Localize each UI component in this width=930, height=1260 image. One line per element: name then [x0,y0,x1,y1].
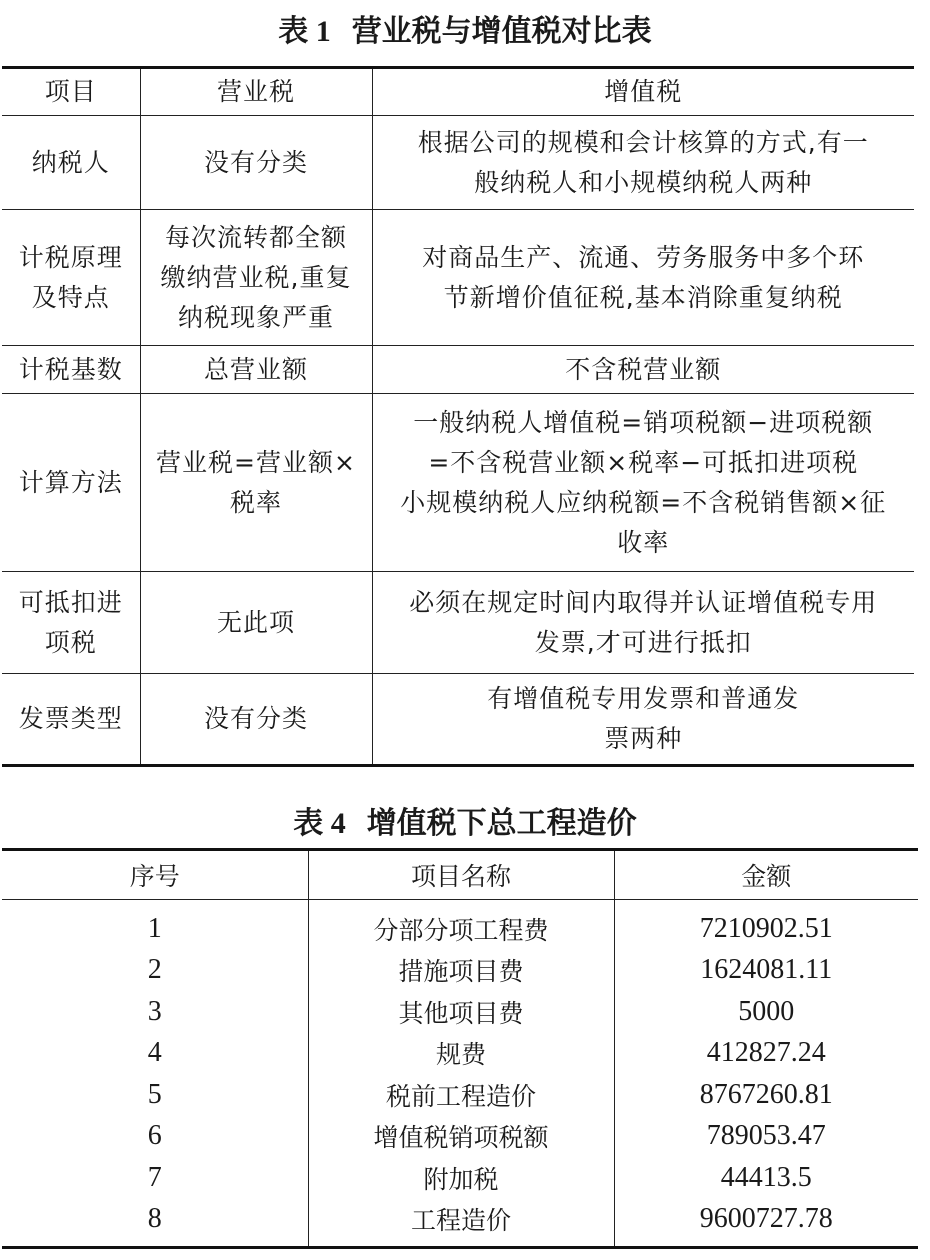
cell-line: 项税 [44,627,97,657]
row-vat [372,116,914,210]
row-name: 税前工程造价 [308,1074,614,1116]
cell-line: 每次流转都全额 [164,222,347,252]
row-amount: 7210902.51 [614,900,918,950]
row-number: 3 [147,995,162,1027]
row-amount: 9600727.78 [614,1199,918,1248]
cell-line: 必须在规定时间内取得并认证增值税专用 [409,587,878,617]
row-item [2,674,140,766]
cell-text: 纳税人 [31,147,110,177]
cell-line: 税率 [229,487,282,517]
row-number: 8 [2,1199,308,1248]
row-business-tax [140,210,372,346]
table1-row [2,346,914,394]
cell-text: 无此项 [216,607,295,637]
cell-line: 缴纳营业税,重复 [160,262,352,292]
table4-caption-label: 表 4 [293,807,346,840]
row-vat [372,674,914,766]
row-name: 附加税 [308,1157,614,1199]
total-cost-table [2,848,918,1249]
cell-line: 有增值税专用发票和普通发 [487,684,800,713]
row-name: 增值税销项税额 [308,1116,614,1158]
row-name: 措施项目费 [308,950,614,992]
row-item [2,572,140,674]
row-amount: 412827.24 [614,1033,918,1075]
table1-header-cell: 项目 [2,68,140,116]
cell-text: 总营业额 [203,354,308,384]
row-number: 5 [147,1078,162,1110]
cell-line: 收率 [617,527,670,557]
cell-line: 票两种 [604,724,683,753]
row-amount: 789053.47 [614,1116,918,1158]
cell-line: 对商品生产、流通、劳务服务中多个环 [422,242,865,272]
row-business-tax [140,674,372,766]
row-amount: 44413.5 [614,1157,918,1199]
row-name: 分部分项工程费 [308,900,614,950]
table4-row [2,991,918,1033]
table1-header-cell: 营业税 [140,68,372,116]
cell-line: 计税原理 [18,242,123,272]
table4-row [2,900,918,950]
cell-line: 一般纳税人增值税=销项税额−进项税额 [413,407,874,437]
row-amount: 8767260.81 [614,1074,918,1116]
row-name: 工程造价 [308,1199,614,1248]
row-amount: 1624081.11 [614,950,918,992]
cell-text: 计税基数 [18,354,123,384]
cell-line: 根据公司的规模和会计核算的方式,有一 [417,127,869,157]
table4-header-cell: 项目名称 [308,850,614,900]
row-business-tax [140,394,372,572]
cell-line: 纳税现象严重 [177,302,334,332]
table1-row [2,394,914,572]
row-name: 规费 [308,1033,614,1075]
cell-line: 可抵扣进 [18,587,123,617]
row-item [2,210,140,346]
row-number: 6 [147,1120,162,1152]
table1-caption [0,12,930,52]
cell-text: 发票类型 [18,704,123,733]
cell-line: 发票,才可进行抵扣 [534,627,752,657]
cell-line: 营业税=营业额× [156,447,356,477]
table4-row [2,1157,918,1199]
table1-row [2,210,914,346]
row-business-tax [140,572,372,674]
row-item [2,394,140,572]
row-number: 2 [147,954,162,986]
table4-row [2,1033,918,1075]
cell-line: 节新增价值征税,基本消除重复纳税 [443,282,843,312]
cell-line: 般纳税人和小规模纳税人两种 [474,167,813,197]
cell-text: 没有分类 [203,704,308,733]
cell-text: 没有分类 [203,147,308,177]
table4-header-cell: 序号 [2,850,308,900]
row-amount: 5000 [614,991,918,1033]
table1-header-row [2,68,914,116]
cell-text: 计算方法 [18,467,123,497]
table4-row [2,1199,918,1248]
table1-row [2,116,914,210]
table4-header-cell: 金额 [614,850,918,900]
row-business-tax [140,346,372,394]
row-name: 其他项目费 [308,991,614,1033]
table4-row [2,1074,918,1116]
table4-header-row [2,850,918,900]
row-item [2,116,140,210]
row-vat [372,394,914,572]
row-item [2,346,140,394]
table4-caption-title: 增值税下总工程造价 [366,806,637,841]
table1-caption-title: 营业税与增值税对比表 [351,14,652,49]
cell-text: 不含税营业额 [565,354,722,384]
tax-comparison-table [2,66,914,767]
table4-row [2,1116,918,1158]
table4-caption [0,804,930,844]
row-vat [372,572,914,674]
row-number: 7 [147,1161,162,1193]
row-number: 4 [147,1037,162,1069]
row-vat [372,346,914,394]
cell-line: =不含税营业额×税率−可抵扣进项税 [428,447,859,477]
table1-caption-label: 表 1 [278,15,331,48]
row-number: 1 [147,912,162,944]
row-vat [372,210,914,346]
table1-row [2,572,914,674]
cell-line: 小规模纳税人应纳税额=不含税销售额×征 [400,487,887,517]
table4-row [2,950,918,992]
cell-line: 及特点 [31,282,110,312]
table1-row [2,674,914,766]
table1-header-cell: 增值税 [372,68,914,116]
row-business-tax [140,116,372,210]
